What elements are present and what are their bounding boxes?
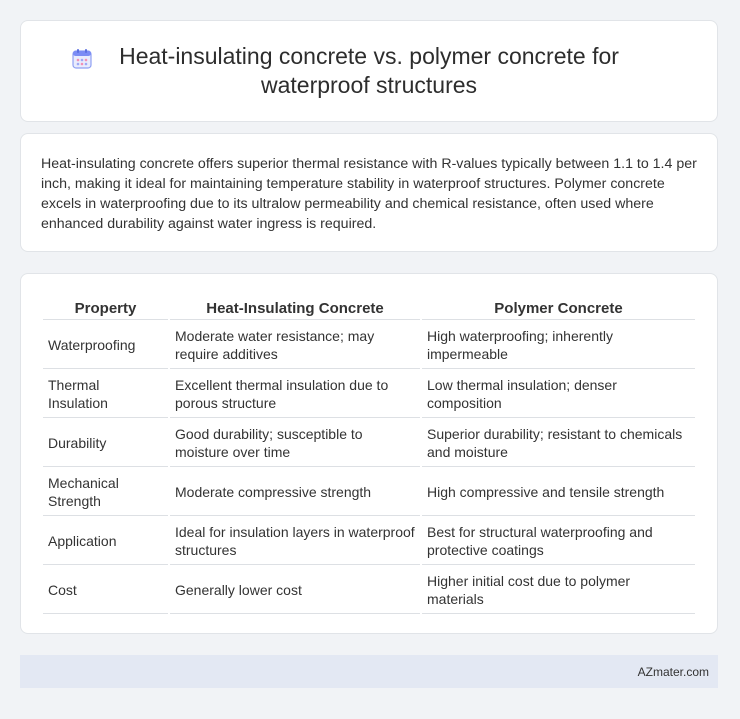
summary-card (20, 133, 718, 252)
footer (20, 655, 718, 688)
header-property: Property (43, 296, 168, 320)
cell-property: Application (43, 518, 168, 565)
table-row (43, 567, 695, 614)
table-row (43, 322, 695, 369)
cell-property: Mechanical Strength (43, 469, 168, 516)
cell-polymer: Low thermal insulation; denser composition (422, 371, 695, 418)
comparison-table (41, 294, 697, 616)
table-header-row (43, 296, 695, 320)
cell-heat-insulating: Ideal for insulation layers in waterproof structures (170, 518, 420, 565)
calendar-icon (71, 48, 93, 70)
page-title (119, 42, 619, 100)
cell-heat-insulating: Moderate water resistance; may require additives (170, 322, 420, 369)
cell-property: Durability (43, 420, 168, 467)
cell-property: Thermal Insulation (43, 371, 168, 418)
footer-brand[interactable]: AZmater.com (637, 664, 709, 679)
title-wrapper (119, 42, 619, 100)
cell-heat-insulating: Moderate compressive strength (170, 469, 420, 516)
cell-property: Cost (43, 567, 168, 614)
header-heat-insulating: Heat-Insulating Concrete (170, 296, 420, 320)
cell-polymer: Superior durability; resistant to chemicals and moisture (422, 420, 695, 467)
page-title-line-1: Heat-insulating concrete vs. polymer concrete for (119, 43, 619, 69)
table-row (43, 371, 695, 418)
cell-polymer: Higher initial cost due to polymer materials (422, 567, 695, 614)
cell-polymer: High compressive and tensile strength (422, 469, 695, 516)
comparison-table-card (20, 273, 718, 634)
cell-polymer: High waterproofing; inherently impermeable (422, 322, 695, 369)
cell-heat-insulating: Good durability; susceptible to moisture over time (170, 420, 420, 467)
cell-polymer: Best for structural waterproofing and protective coatings (422, 518, 695, 565)
cell-heat-insulating: Excellent thermal insulation due to porous structure (170, 371, 420, 418)
table-row (43, 518, 695, 565)
table-row (43, 469, 695, 516)
cell-heat-insulating: Generally lower cost (170, 567, 420, 614)
table-row (43, 420, 695, 467)
summary-text: Heat-insulating concrete offers superior thermal resistance with R-values typically between 1.1 to 1.4 per inch, making it ideal for maintaining temperature stability in waterproof structures. Polymer concrete excels in waterproofing due to its ultralow permeability and chemical resistance, often used where enhanced durability against water ingress is required. (41, 156, 697, 232)
page-title-line-2: waterproof structures (260, 72, 478, 98)
cell-property: Waterproofing (43, 322, 168, 369)
header-polymer: Polymer Concrete (422, 296, 695, 320)
title-card (20, 20, 718, 122)
